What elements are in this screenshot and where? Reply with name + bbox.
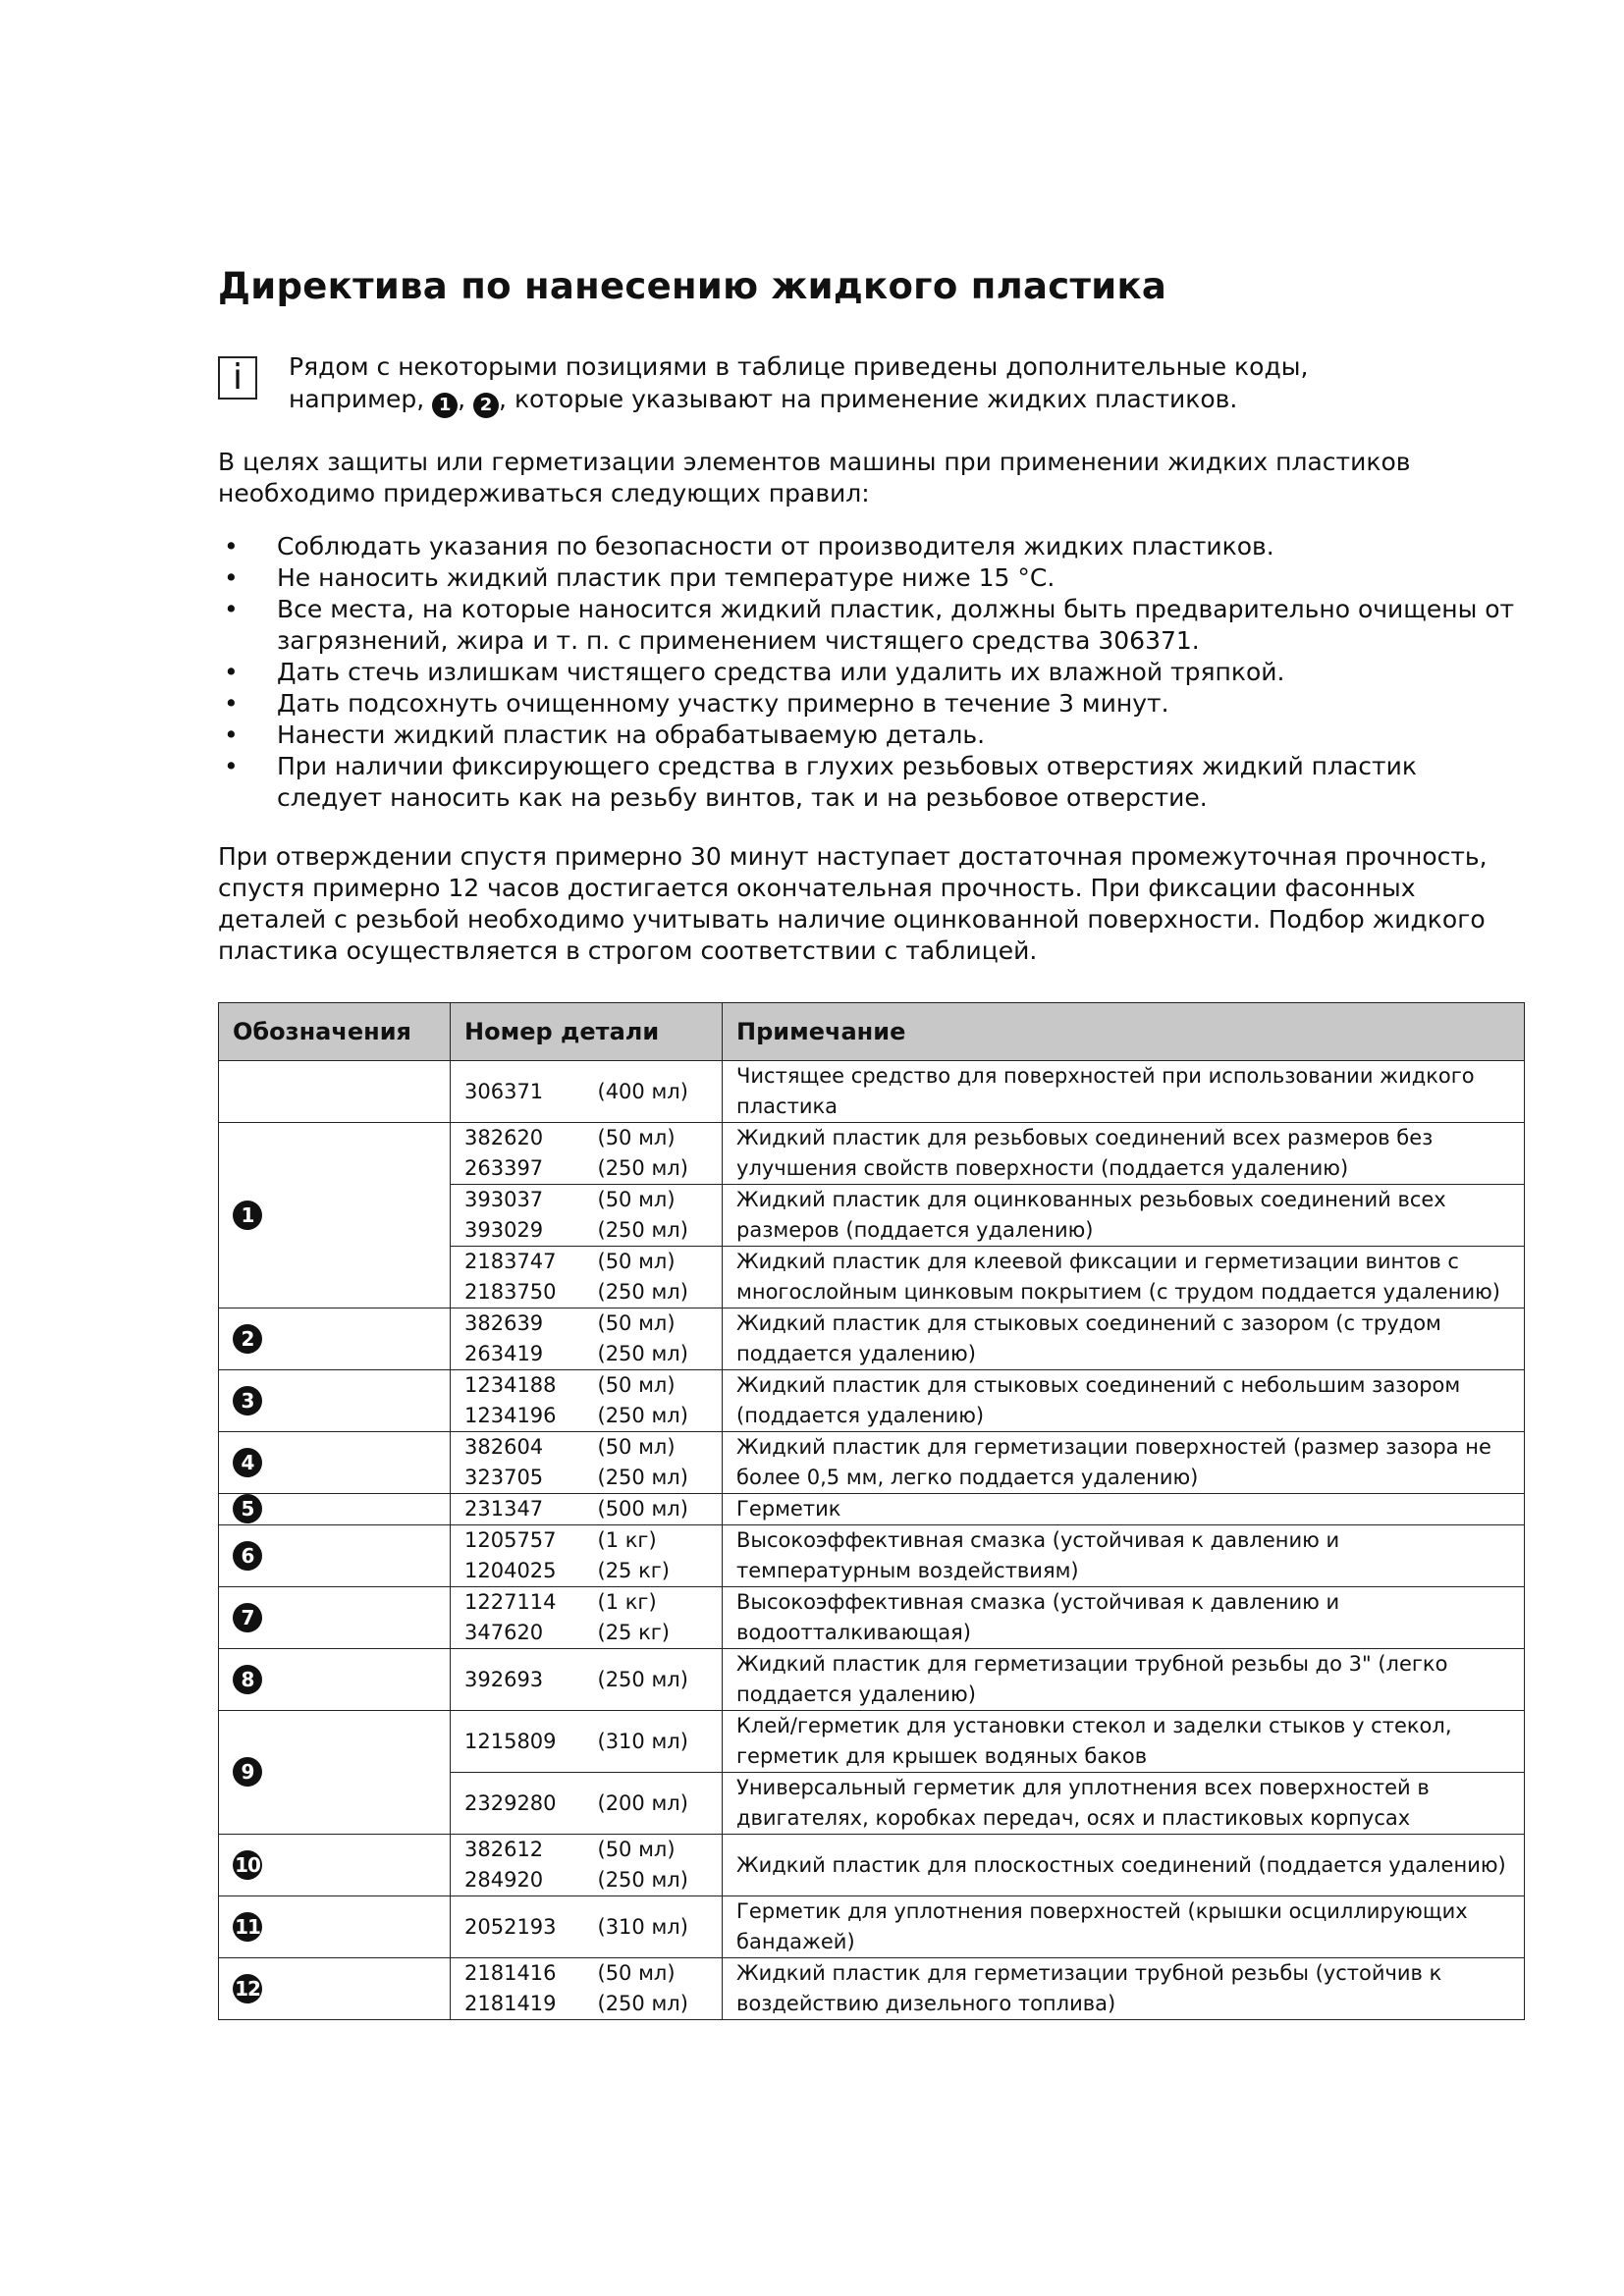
note-cell: Клей/герметик для установки стекол и заделки стыков у стекол, герметик для крышек водяных баков bbox=[723, 1711, 1525, 1773]
code-badge-1: 1 bbox=[432, 393, 458, 418]
part-number: 382604 bbox=[464, 1435, 544, 1459]
table-row bbox=[219, 1587, 1525, 1649]
volume: (50 мл) bbox=[597, 1838, 676, 1861]
table-row bbox=[219, 1432, 1525, 1494]
part-number: 306371 bbox=[464, 1079, 544, 1103]
volume: (250 мл) bbox=[597, 1280, 688, 1304]
rule-item: • Нанести жидкий пластик на обрабатываемую деталь. bbox=[218, 720, 1524, 751]
part-number: 2181419 bbox=[464, 1992, 557, 2015]
volume: (25 кг) bbox=[597, 1621, 670, 1644]
part-number-cell bbox=[451, 1773, 586, 1835]
code-badge: 2 bbox=[233, 1324, 262, 1354]
table-row bbox=[219, 1308, 1525, 1370]
volume: (50 мл) bbox=[597, 1961, 676, 1985]
table-row bbox=[219, 1958, 1525, 2020]
rule-item: • Не наносить жидкий пластик при температуре ниже 15 °C. bbox=[218, 562, 1524, 594]
volume: (1 кг) bbox=[597, 1590, 657, 1614]
note-cell: Герметик bbox=[723, 1494, 1525, 1525]
volume-cell bbox=[586, 1773, 723, 1835]
part-number: 382620 bbox=[464, 1126, 544, 1149]
volume: (50 мл) bbox=[597, 1250, 676, 1273]
volume: (250 мл) bbox=[597, 1466, 688, 1489]
part-number: 2181416 bbox=[464, 1961, 557, 1985]
note-cell: Чистящее средство для поверхностей при использовании жидкого пластика bbox=[723, 1061, 1525, 1123]
volume-cell bbox=[586, 1494, 723, 1525]
info-line-2-prefix: например, bbox=[289, 385, 433, 413]
info-note bbox=[218, 350, 1524, 415]
note-cell: Жидкий пластик для оцинкованных резьбовых соединений всех размеров (поддается удалению) bbox=[723, 1185, 1525, 1247]
part-number: 231347 bbox=[464, 1497, 544, 1521]
volume: (250 мл) bbox=[597, 1868, 688, 1892]
part-number: 1205757 bbox=[464, 1528, 557, 1552]
designation-cell bbox=[219, 1061, 451, 1123]
table-row bbox=[219, 1711, 1525, 1773]
volume-cell bbox=[586, 1711, 723, 1773]
note-cell: Жидкий пластик для клеевой фиксации и герметизации винтов с многослойным цинковым покрытием (с трудом поддается удалению) bbox=[723, 1247, 1525, 1308]
part-number-cell bbox=[451, 1308, 586, 1370]
header-part-number: Номер детали bbox=[451, 1003, 723, 1061]
part-number: 2052193 bbox=[464, 1914, 557, 1939]
table-row bbox=[219, 1370, 1525, 1432]
table-row bbox=[219, 1896, 1525, 1958]
volume: (250 мл) bbox=[597, 1992, 688, 2015]
rule-item: • Соблюдать указания по безопасности от производителя жидких пластиков. bbox=[218, 531, 1524, 562]
rule-item: • При наличии фиксирующего средства в глухих резьбовых отверстиях жидкий пластик следует наносить как на резьбу винтов, так и на резьбовое отверстие. bbox=[218, 751, 1524, 814]
part-number: 1204025 bbox=[464, 1559, 557, 1582]
code-badge: 10 bbox=[233, 1850, 262, 1880]
table-row bbox=[219, 1061, 1525, 1123]
part-number: 263397 bbox=[464, 1156, 544, 1180]
part-number-cell bbox=[451, 1896, 586, 1958]
designation-cell bbox=[219, 1896, 451, 1958]
volume: (310 мл) bbox=[597, 1914, 688, 1939]
info-icon: i bbox=[218, 356, 257, 400]
code-badge: 8 bbox=[233, 1665, 262, 1694]
note-cell: Жидкий пластик для герметизации поверхностей (размер зазора не более 0,5 мм, легко поддается удалению) bbox=[723, 1432, 1525, 1494]
volume: (25 кг) bbox=[597, 1559, 670, 1582]
part-number-cell bbox=[451, 1185, 586, 1247]
table-row bbox=[219, 1835, 1525, 1896]
code-badge: 5 bbox=[233, 1494, 262, 1523]
info-text bbox=[289, 350, 1467, 418]
volume: (50 мл) bbox=[597, 1435, 676, 1459]
volume: (500 мл) bbox=[597, 1497, 688, 1521]
table-row bbox=[219, 1123, 1525, 1185]
designation-cell bbox=[219, 1711, 451, 1835]
part-number-cell bbox=[451, 1061, 586, 1123]
table-row bbox=[219, 1649, 1525, 1711]
volume: (1 кг) bbox=[597, 1528, 657, 1552]
part-number: 1227114 bbox=[464, 1590, 557, 1614]
volume-cell bbox=[586, 1958, 723, 2020]
code-badge: 6 bbox=[233, 1541, 262, 1571]
part-number-cell bbox=[451, 1711, 586, 1773]
code-badge-2: 2 bbox=[473, 393, 499, 418]
volume-cell bbox=[586, 1649, 723, 1711]
rule-item: • Дать подсохнуть очищенному участку примерно в течение 3 минут. bbox=[218, 688, 1524, 720]
note-cell: Универсальный герметик для уплотнения всех поверхностей в двигателях, коробках передач, осях и пластиковых корпусах bbox=[723, 1773, 1525, 1835]
header-designation: Обозначения bbox=[219, 1003, 451, 1061]
note-cell: Жидкий пластик для плоскостных соединений (поддается удалению) bbox=[723, 1835, 1525, 1896]
part-number-cell bbox=[451, 1247, 586, 1308]
designation-cell bbox=[219, 1958, 451, 2020]
code-badge: 1 bbox=[233, 1201, 262, 1230]
part-number-cell bbox=[451, 1370, 586, 1432]
table-row bbox=[219, 1494, 1525, 1525]
code-badge: 12 bbox=[233, 1974, 262, 2003]
part-number: 382639 bbox=[464, 1311, 544, 1335]
note-cell: Жидкий пластик для герметизации трубной резьбы до 3" (легко поддается удалению) bbox=[723, 1649, 1525, 1711]
info-line-1: Рядом с некоторыми позициями в таблице приведены дополнительные коды, bbox=[289, 352, 1309, 381]
volume-cell bbox=[586, 1370, 723, 1432]
designation-cell bbox=[219, 1835, 451, 1896]
volume-cell bbox=[586, 1185, 723, 1247]
volume: (310 мл) bbox=[597, 1729, 688, 1753]
part-number: 2183747 bbox=[464, 1250, 557, 1273]
part-number: 1234196 bbox=[464, 1404, 557, 1427]
part-number: 1234188 bbox=[464, 1373, 557, 1397]
part-number: 393029 bbox=[464, 1218, 544, 1242]
volume: (50 мл) bbox=[597, 1373, 676, 1397]
volume: (250 мл) bbox=[597, 1218, 688, 1242]
code-badge: 11 bbox=[233, 1912, 262, 1942]
code-badge: 7 bbox=[233, 1603, 262, 1632]
table-header-row bbox=[219, 1003, 1525, 1061]
liquid-plastics-table bbox=[218, 1002, 1525, 2020]
part-number: 382612 bbox=[464, 1838, 544, 1861]
rules-list bbox=[218, 531, 1524, 814]
document-page bbox=[218, 265, 1524, 2020]
volume: (50 мл) bbox=[597, 1311, 676, 1335]
rule-item: • Дать стечь излишкам чистящего средства или удалить их влажной тряпкой. bbox=[218, 657, 1524, 688]
part-number-cell bbox=[451, 1432, 586, 1494]
volume: (200 мл) bbox=[597, 1790, 688, 1815]
table-row bbox=[219, 1525, 1525, 1587]
note-cell: Высокоэффективная смазка (устойчивая к давлению и водоотталкивающая) bbox=[723, 1587, 1525, 1649]
volume-cell bbox=[586, 1525, 723, 1587]
volume: (400 мл) bbox=[597, 1079, 688, 1103]
part-number: 393037 bbox=[464, 1188, 544, 1211]
designation-cell bbox=[219, 1370, 451, 1432]
part-number: 2329280 bbox=[464, 1790, 557, 1815]
note-cell: Жидкий пластик для резьбовых соединений всех размеров без улучшения свойств поверхности (поддается удалению) bbox=[723, 1123, 1525, 1185]
table-body bbox=[219, 1061, 1525, 2020]
volume-cell bbox=[586, 1587, 723, 1649]
part-number-cell bbox=[451, 1494, 586, 1525]
info-separator: , bbox=[458, 385, 474, 413]
curing-paragraph: При отверждении спустя примерно 30 минут наступает достаточная промежуточная прочность, спустя примерно 12 часов достигается окончательная прочность. При фиксации фасонных деталей с резьбой необходимо учитывать наличие оцинкованной поверхности. Подбор жидкого пластика осуществляется в строгом соответствии с таблицей. bbox=[218, 842, 1488, 965]
info-line-2 bbox=[289, 383, 1467, 418]
page-title: Директива по нанесению жидкого пластика bbox=[218, 265, 1167, 307]
part-number: 392693 bbox=[464, 1667, 544, 1691]
volume-cell bbox=[586, 1896, 723, 1958]
part-number: 263419 bbox=[464, 1342, 544, 1365]
part-number: 2183750 bbox=[464, 1280, 557, 1304]
note-cell: Жидкий пластик для герметизации трубной резьбы (устойчив к воздействию дизельного топлива) bbox=[723, 1958, 1525, 2020]
volume-cell bbox=[586, 1432, 723, 1494]
designation-cell bbox=[219, 1308, 451, 1370]
volume-cell bbox=[586, 1123, 723, 1185]
part-number-cell bbox=[451, 1958, 586, 2020]
volume-cell bbox=[586, 1835, 723, 1896]
volume: (50 мл) bbox=[597, 1126, 676, 1149]
code-badge: 3 bbox=[233, 1386, 262, 1415]
designation-cell bbox=[219, 1123, 451, 1308]
note-cell: Высокоэффективная смазка (устойчивая к давлению и температурным воздействиям) bbox=[723, 1525, 1525, 1587]
note-cell: Герметик для уплотнения поверхностей (крышки осциллирующих бандажей) bbox=[723, 1896, 1525, 1958]
volume: (250 мл) bbox=[597, 1404, 688, 1427]
code-badge: 4 bbox=[233, 1448, 262, 1477]
part-number-cell bbox=[451, 1649, 586, 1711]
part-number-cell bbox=[451, 1835, 586, 1896]
volume: (250 мл) bbox=[597, 1156, 688, 1180]
note-cell: Жидкий пластик для стыковых соединений с зазором (с трудом поддается удалению) bbox=[723, 1308, 1525, 1370]
designation-cell bbox=[219, 1649, 451, 1711]
designation-cell bbox=[219, 1494, 451, 1525]
designation-cell bbox=[219, 1525, 451, 1587]
part-number-cell bbox=[451, 1123, 586, 1185]
part-number-cell bbox=[451, 1587, 586, 1649]
info-line-2-suffix: , которые указывают на применение жидких пластиков. bbox=[499, 385, 1238, 413]
intro-paragraph: В целях защиты или герметизации элементов машины при применении жидких пластиков необходимо придерживаться следующих правил: bbox=[218, 448, 1411, 507]
code-badge: 9 bbox=[233, 1757, 262, 1787]
rule-item: • Все места, на которые наносится жидкий пластик, должны быть предварительно очищены от загрязнений, жира и т. п. с применением чистящего средства 306371. bbox=[218, 594, 1524, 657]
volume-cell bbox=[586, 1247, 723, 1308]
header-note: Примечание bbox=[723, 1003, 1525, 1061]
part-number: 347620 bbox=[464, 1621, 544, 1644]
designation-cell bbox=[219, 1432, 451, 1494]
volume-cell bbox=[586, 1061, 723, 1123]
volume: (50 мл) bbox=[597, 1188, 676, 1211]
part-number-cell bbox=[451, 1525, 586, 1587]
part-number: 323705 bbox=[464, 1466, 544, 1489]
volume-cell bbox=[586, 1308, 723, 1370]
part-number: 284920 bbox=[464, 1868, 544, 1892]
part-number: 1215809 bbox=[464, 1729, 557, 1753]
designation-cell bbox=[219, 1587, 451, 1649]
volume: (250 мл) bbox=[597, 1342, 688, 1365]
note-cell: Жидкий пластик для стыковых соединений с небольшим зазором (поддается удалению) bbox=[723, 1370, 1525, 1432]
volume: (250 мл) bbox=[597, 1667, 688, 1691]
